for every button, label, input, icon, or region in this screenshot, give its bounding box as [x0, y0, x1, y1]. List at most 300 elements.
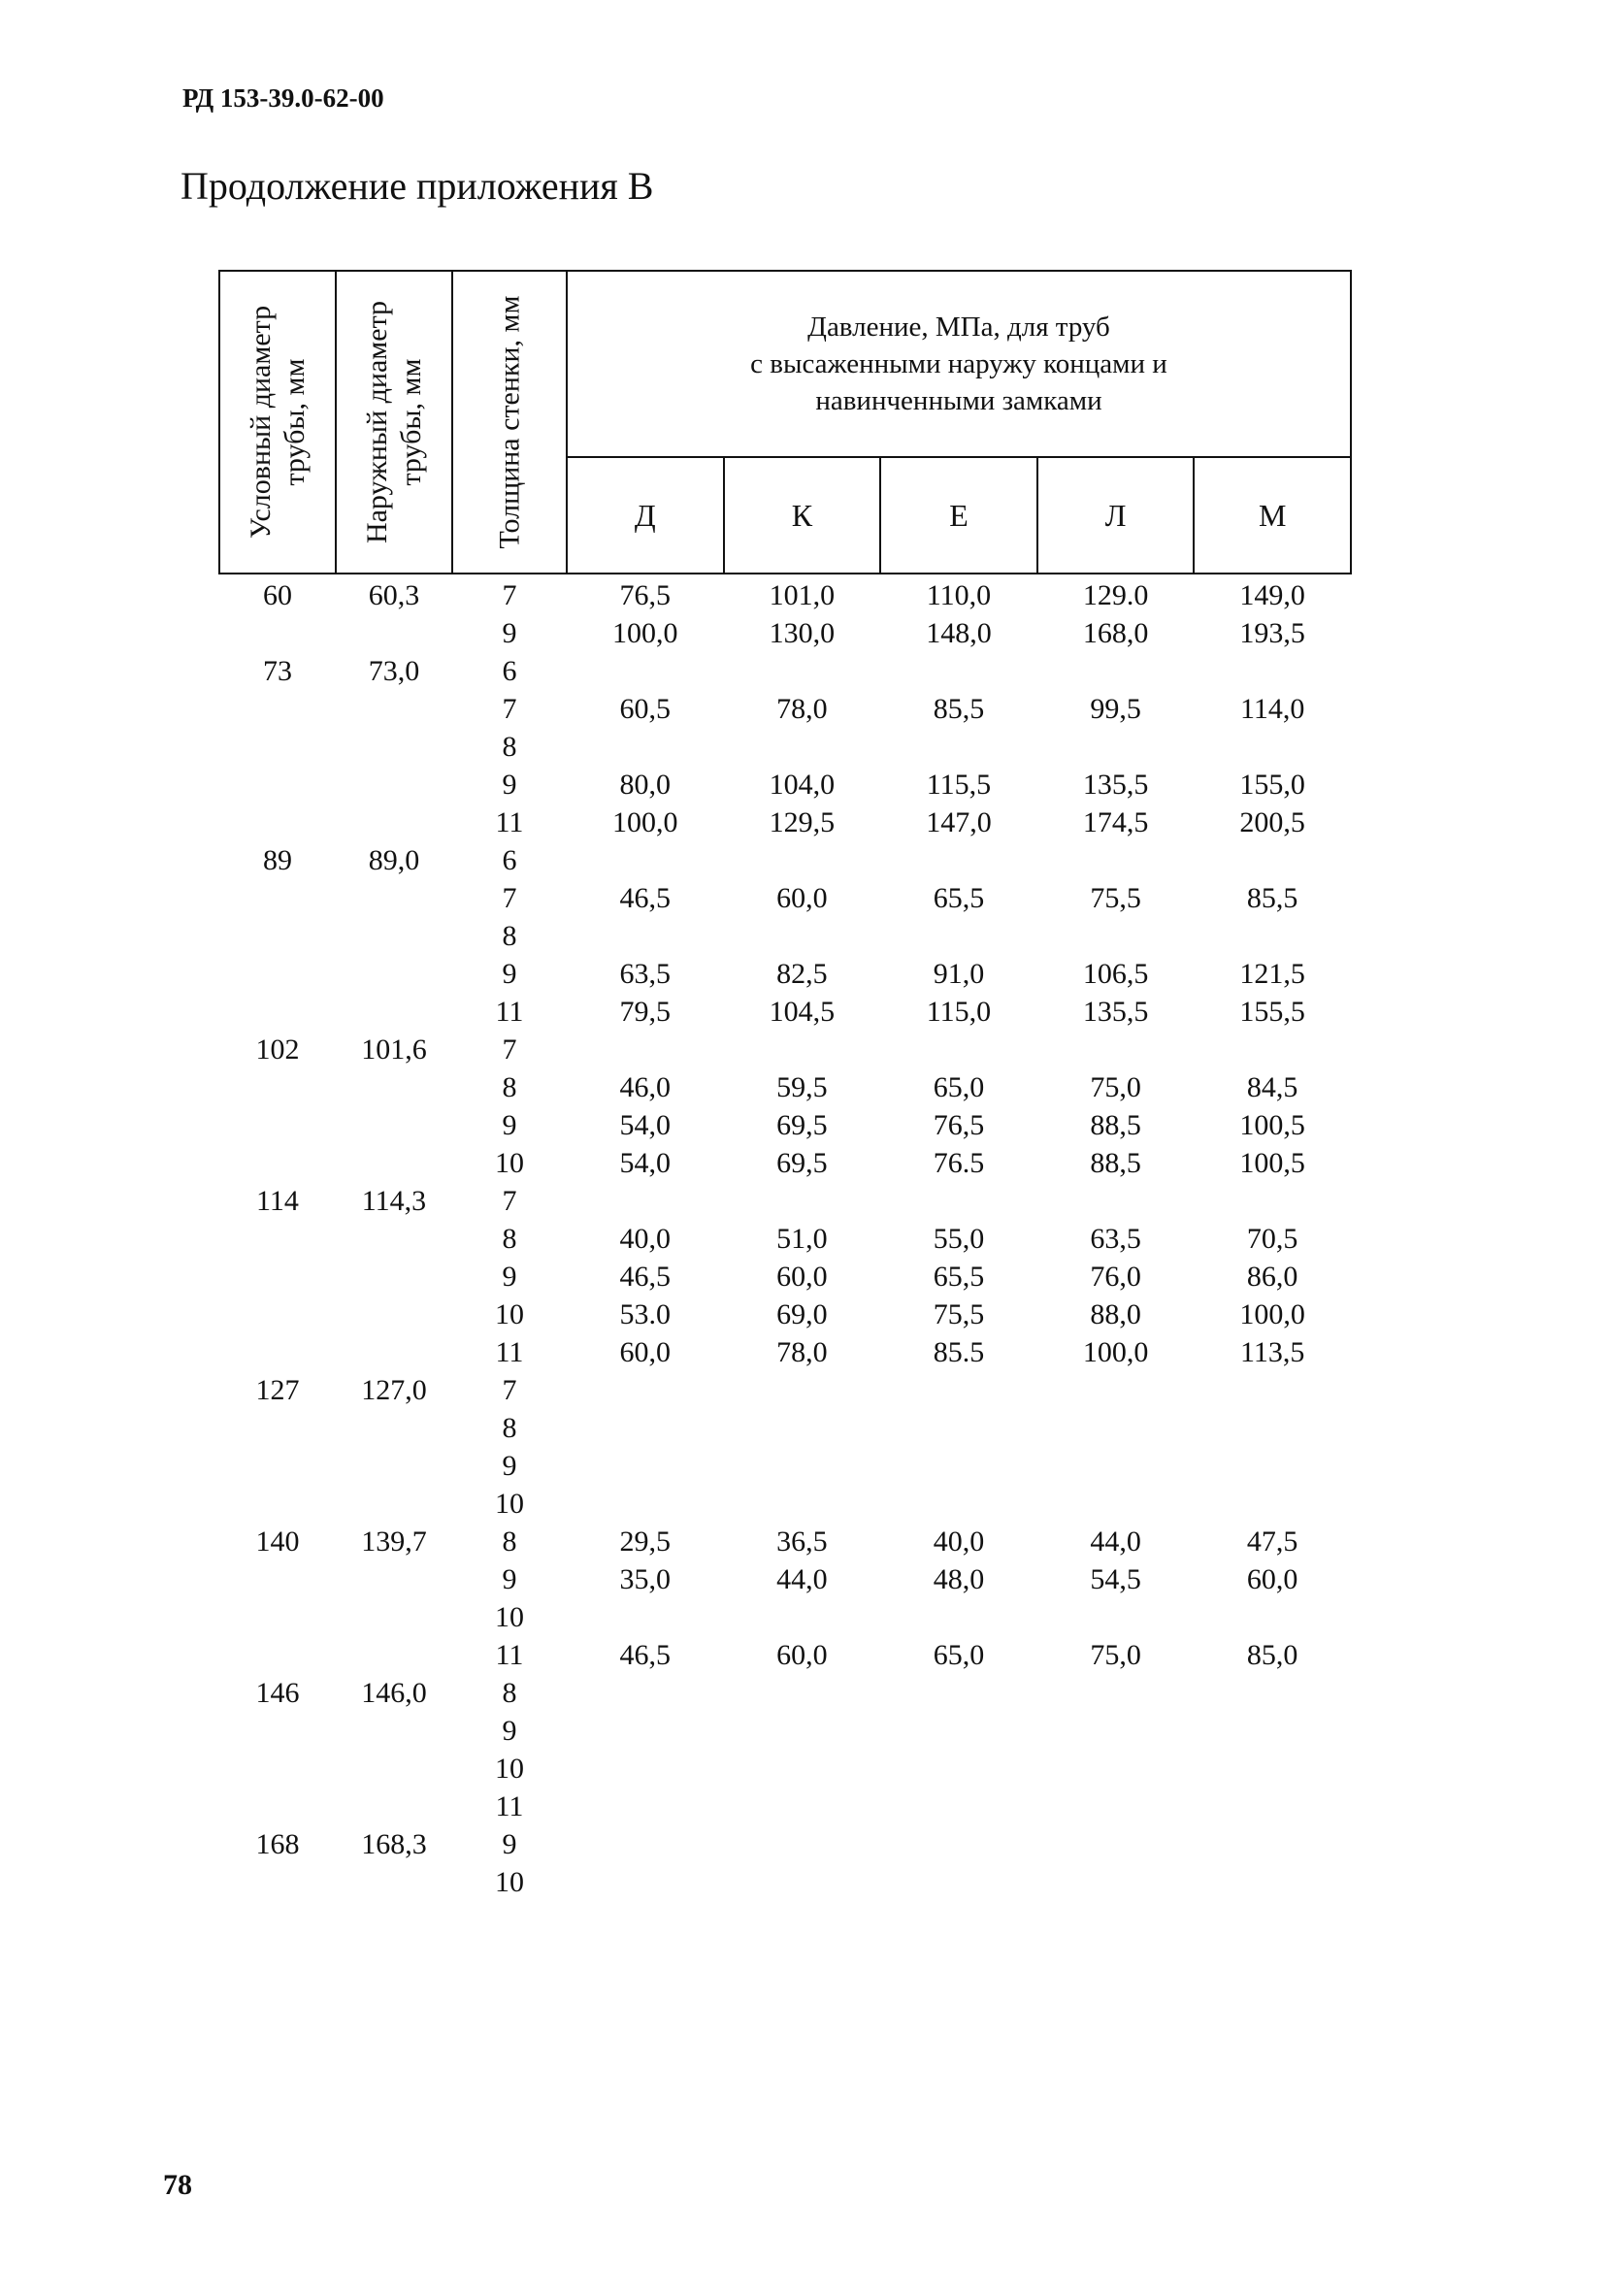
pressure-value-cell: [1194, 917, 1351, 955]
outer-diameter-cell: [336, 1863, 452, 1901]
pressure-value-cell: 47,5: [1246, 1525, 1298, 1558]
header-grade-l: Л: [1037, 457, 1195, 574]
table-row: [219, 1371, 1351, 1409]
nominal-diameter-cell: 168: [255, 1828, 300, 1860]
table-header: [219, 271, 1351, 574]
nominal-diameter-cell: [219, 1560, 336, 1598]
header-pressure-line-2: с высаженными наружу концами и: [750, 348, 1167, 379]
table-row: [219, 1788, 1351, 1825]
table-row: [219, 1598, 1351, 1636]
nominal-diameter-cell: [219, 1712, 336, 1750]
table-row: [219, 1674, 1351, 1712]
pressure-value-cell: 63,5: [619, 958, 672, 990]
wall-thickness-cell: 6: [502, 844, 517, 876]
pressure-value-cell: [1194, 1674, 1351, 1712]
pressure-value-cell: 60,0: [776, 882, 828, 914]
nominal-diameter-cell: [219, 766, 336, 804]
outer-diameter-cell: [336, 1409, 452, 1447]
wall-thickness-cell: 6: [502, 655, 517, 687]
pressure-value-cell: [567, 1825, 724, 1863]
pressure-value-cell: 135,5: [1082, 996, 1149, 1028]
pressure-value-cell: [880, 1863, 1037, 1901]
pressure-value-cell: [567, 728, 724, 766]
wall-thickness-cell: 8: [502, 1071, 517, 1103]
outer-diameter-cell: [336, 1788, 452, 1825]
pressure-value-cell: 44,0: [776, 1563, 828, 1595]
pressure-table: [218, 270, 1352, 1901]
wall-thickness-cell: 11: [495, 996, 524, 1028]
outer-diameter-cell: [336, 1333, 452, 1371]
header-wall-thickness: [452, 271, 567, 574]
pressure-value-cell: [1037, 1863, 1195, 1901]
pressure-value-cell: 85,5: [1246, 882, 1298, 914]
nominal-diameter-cell: [219, 1333, 336, 1371]
pressure-value-cell: [1194, 1863, 1351, 1901]
outer-diameter-cell: [336, 993, 452, 1031]
pressure-value-cell: 110,0: [926, 579, 992, 611]
header-nominal-diameter-label: Условный диаметр трубы, мм: [245, 305, 311, 540]
nominal-diameter-cell: [219, 917, 336, 955]
pressure-value-cell: 76,5: [933, 1109, 985, 1141]
pressure-value-cell: [1037, 1371, 1195, 1409]
pressure-value-cell: [1194, 1712, 1351, 1750]
outer-diameter-cell: [336, 690, 452, 728]
pressure-value-cell: 76.5: [933, 1147, 985, 1179]
pressure-value-cell: [1194, 1750, 1351, 1788]
wall-thickness-cell: 9: [502, 1715, 517, 1747]
wall-thickness-cell: 8: [502, 1525, 517, 1558]
pressure-value-cell: 46,5: [619, 1639, 672, 1671]
table-row: [219, 1106, 1351, 1144]
pressure-value-cell: [724, 1674, 881, 1712]
outer-diameter-cell: [336, 766, 452, 804]
pressure-value-cell: 60,5: [619, 693, 672, 725]
pressure-value-cell: 115,0: [926, 996, 992, 1028]
pressure-value-cell: [724, 1712, 881, 1750]
pressure-value-cell: 113,5: [1239, 1336, 1305, 1368]
wall-thickness-cell: 11: [495, 1639, 524, 1671]
pressure-value-cell: 147,0: [926, 806, 992, 838]
table-row: [219, 1333, 1351, 1371]
pressure-value-cell: 114,0: [1239, 693, 1305, 725]
pressure-value-cell: 115,5: [926, 769, 992, 801]
pressure-value-cell: 44,0: [1090, 1525, 1141, 1558]
outer-diameter-cell: 73,0: [368, 655, 420, 687]
pressure-value-cell: [567, 1371, 724, 1409]
pressure-value-cell: [724, 1031, 881, 1068]
pressure-value-cell: [567, 652, 724, 690]
pressure-value-cell: [1037, 1598, 1195, 1636]
outer-diameter-cell: [336, 1447, 452, 1485]
wall-thickness-cell: 7: [502, 1185, 517, 1217]
nominal-diameter-cell: [219, 1144, 336, 1182]
pressure-value-cell: 88,0: [1090, 1298, 1141, 1330]
pressure-value-cell: 99,5: [1090, 693, 1141, 725]
pressure-value-cell: 155,0: [1239, 769, 1305, 801]
wall-thickness-cell: 7: [502, 882, 517, 914]
nominal-diameter-cell: [219, 728, 336, 766]
pressure-value-cell: 60,0: [776, 1639, 828, 1671]
nominal-diameter-cell: [219, 1409, 336, 1447]
pressure-value-cell: [724, 1182, 881, 1220]
pressure-value-cell: 75,5: [1090, 882, 1141, 914]
pressure-value-cell: 60,0: [1246, 1563, 1298, 1595]
pressure-value-cell: 101,0: [769, 579, 836, 611]
pressure-value-cell: 130,0: [769, 617, 836, 649]
table-row: [219, 690, 1351, 728]
pressure-value-cell: [880, 917, 1037, 955]
pressure-value-cell: [567, 841, 724, 879]
pressure-value-cell: 29,5: [619, 1525, 672, 1558]
pressure-value-cell: [1037, 1182, 1195, 1220]
pressure-value-cell: 129,5: [769, 806, 836, 838]
pressure-value-cell: [1194, 1182, 1351, 1220]
pressure-value-cell: 135,5: [1082, 769, 1149, 801]
pressure-value-cell: 100,5: [1239, 1147, 1305, 1179]
nominal-diameter-cell: 127: [255, 1374, 300, 1406]
pressure-value-cell: 88,5: [1090, 1147, 1141, 1179]
wall-thickness-cell: 7: [502, 579, 517, 611]
table-row: [219, 1068, 1351, 1106]
outer-diameter-cell: [336, 1106, 452, 1144]
nominal-diameter-cell: [219, 1447, 336, 1485]
pressure-value-cell: 54,0: [619, 1109, 672, 1141]
pressure-value-cell: [1037, 652, 1195, 690]
pressure-value-cell: 46,0: [619, 1071, 672, 1103]
pressure-value-cell: 76,0: [1090, 1261, 1141, 1293]
pressure-value-cell: 85,5: [933, 693, 985, 725]
table-row: [219, 1825, 1351, 1863]
table-row: [219, 766, 1351, 804]
pressure-value-cell: [567, 1863, 724, 1901]
wall-thickness-cell: 11: [495, 806, 524, 838]
wall-thickness-cell: 9: [502, 617, 517, 649]
pressure-value-cell: [880, 1182, 1037, 1220]
pressure-value-cell: 46,5: [619, 1261, 672, 1293]
header-grade-m: М: [1194, 457, 1351, 574]
wall-thickness-cell: 10: [495, 1488, 524, 1520]
pressure-value-cell: 106,5: [1082, 958, 1149, 990]
nominal-diameter-cell: [219, 1788, 336, 1825]
pressure-value-cell: [1037, 917, 1195, 955]
table-row: [219, 1031, 1351, 1068]
pressure-value-cell: [724, 1598, 881, 1636]
pressure-value-cell: [1037, 1409, 1195, 1447]
nominal-diameter-cell: [219, 1485, 336, 1523]
pressure-value-cell: [567, 1485, 724, 1523]
outer-diameter-cell: [336, 1598, 452, 1636]
wall-thickness-cell: 8: [502, 920, 517, 952]
table-row: [219, 1258, 1351, 1296]
nominal-diameter-cell: [219, 1220, 336, 1258]
pressure-value-cell: [567, 1447, 724, 1485]
pressure-value-cell: [1194, 841, 1351, 879]
pressure-value-cell: [880, 1598, 1037, 1636]
pressure-value-cell: 193,5: [1239, 617, 1305, 649]
table-row: [219, 1220, 1351, 1258]
wall-thickness-cell: 11: [495, 1336, 524, 1368]
pressure-value-cell: 86,0: [1246, 1261, 1298, 1293]
pressure-value-cell: [724, 652, 881, 690]
pressure-value-cell: [880, 841, 1037, 879]
table-row: [219, 917, 1351, 955]
pressure-value-cell: [880, 1447, 1037, 1485]
outer-diameter-cell: [336, 1220, 452, 1258]
pressure-value-cell: 155,5: [1239, 996, 1305, 1028]
outer-diameter-cell: 60,3: [368, 579, 420, 611]
nominal-diameter-cell: [219, 993, 336, 1031]
pressure-value-cell: 51,0: [776, 1223, 828, 1255]
table-row: [219, 614, 1351, 652]
pressure-value-cell: [880, 1485, 1037, 1523]
pressure-value-cell: 78,0: [776, 1336, 828, 1368]
pressure-value-cell: 36,5: [776, 1525, 828, 1558]
pressure-value-cell: [567, 1598, 724, 1636]
pressure-value-cell: 59,5: [776, 1071, 828, 1103]
pressure-value-cell: 148,0: [926, 617, 992, 649]
nominal-diameter-cell: 140: [255, 1525, 300, 1558]
pressure-value-cell: [1194, 1409, 1351, 1447]
pressure-value-cell: [1037, 1031, 1195, 1068]
pressure-value-cell: [1194, 1788, 1351, 1825]
table-row: [219, 652, 1351, 690]
pressure-value-cell: 149,0: [1239, 579, 1305, 611]
table-row: [219, 1485, 1351, 1523]
outer-diameter-cell: [336, 1560, 452, 1598]
wall-thickness-cell: 10: [495, 1601, 524, 1633]
pressure-value-cell: 84,5: [1246, 1071, 1298, 1103]
pressure-value-cell: 100,0: [1239, 1298, 1305, 1330]
pressure-value-cell: 65,0: [933, 1639, 985, 1671]
pressure-value-cell: 100,0: [612, 806, 678, 838]
pressure-value-cell: 54,0: [619, 1147, 672, 1179]
nominal-diameter-cell: 102: [255, 1033, 300, 1066]
nominal-diameter-cell: [219, 1258, 336, 1296]
table-row: [219, 728, 1351, 766]
pressure-value-cell: 75,0: [1090, 1071, 1141, 1103]
header-outer-diameter-label: Наружный диаметр трубы, мм: [361, 300, 427, 544]
pressure-value-cell: 69,0: [776, 1298, 828, 1330]
wall-thickness-cell: 7: [502, 693, 517, 725]
nominal-diameter-cell: 73: [263, 655, 292, 687]
table-row: [219, 1712, 1351, 1750]
wall-thickness-cell: 8: [502, 1412, 517, 1444]
table-row: [219, 1296, 1351, 1333]
outer-diameter-cell: [336, 614, 452, 652]
pressure-value-cell: [1194, 1031, 1351, 1068]
pressure-value-cell: 54,5: [1090, 1563, 1141, 1595]
header-pressure-line-3: навинченными замками: [815, 385, 1102, 416]
pressure-value-cell: [1194, 1825, 1351, 1863]
nominal-diameter-cell: 60: [263, 579, 292, 611]
pressure-value-cell: [724, 1825, 881, 1863]
pressure-value-cell: [1037, 1750, 1195, 1788]
table-row: [219, 574, 1351, 614]
pressure-value-cell: 200,5: [1239, 806, 1305, 838]
pressure-value-cell: 40,0: [933, 1525, 985, 1558]
nominal-diameter-cell: [219, 1750, 336, 1788]
pressure-value-cell: [1037, 1788, 1195, 1825]
pressure-value-cell: [880, 1674, 1037, 1712]
pressure-value-cell: [724, 1371, 881, 1409]
outer-diameter-cell: [336, 1144, 452, 1182]
table-row: [219, 993, 1351, 1031]
pressure-value-cell: 82,5: [776, 958, 828, 990]
pressure-value-cell: 53.0: [619, 1298, 672, 1330]
pressure-value-cell: [1037, 1447, 1195, 1485]
nominal-diameter-cell: [219, 879, 336, 917]
pressure-value-cell: [1194, 652, 1351, 690]
outer-diameter-cell: [336, 879, 452, 917]
wall-thickness-cell: 10: [495, 1147, 524, 1179]
wall-thickness-cell: 7: [502, 1033, 517, 1066]
outer-diameter-cell: [336, 1296, 452, 1333]
page-number: 78: [163, 2169, 192, 2201]
pressure-value-cell: 91,0: [933, 958, 985, 990]
pressure-value-cell: [1037, 1825, 1195, 1863]
wall-thickness-cell: 9: [502, 1828, 517, 1860]
header-outer-diameter: [336, 271, 452, 574]
wall-thickness-cell: 9: [502, 1109, 517, 1141]
header-pressure-group: [567, 271, 1351, 457]
nominal-diameter-cell: [219, 1106, 336, 1144]
pressure-value-cell: 104,5: [769, 996, 836, 1028]
header-wall-thickness-label: Толщина стенки, мм: [493, 295, 526, 549]
pressure-value-cell: [567, 1031, 724, 1068]
nominal-diameter-cell: [219, 955, 336, 993]
nominal-diameter-cell: [219, 1068, 336, 1106]
pressure-value-cell: 121,5: [1239, 958, 1305, 990]
pressure-value-cell: [880, 1750, 1037, 1788]
pressure-value-cell: [880, 1409, 1037, 1447]
pressure-value-cell: [1037, 841, 1195, 879]
pressure-value-cell: 46,5: [619, 882, 672, 914]
pressure-value-cell: 35,0: [619, 1563, 672, 1595]
pressure-value-cell: 40,0: [619, 1223, 672, 1255]
outer-diameter-cell: [336, 1485, 452, 1523]
pressure-value-cell: [1037, 728, 1195, 766]
pressure-value-cell: [880, 652, 1037, 690]
pressure-value-cell: 79,5: [619, 996, 672, 1028]
pressure-value-cell: [1194, 1371, 1351, 1409]
table-body: [219, 574, 1351, 1901]
pressure-value-cell: 70,5: [1246, 1223, 1298, 1255]
wall-thickness-cell: 8: [502, 1223, 517, 1255]
pressure-value-cell: [880, 1712, 1037, 1750]
pressure-value-cell: 60,0: [776, 1261, 828, 1293]
table-row: [219, 955, 1351, 993]
table-row: [219, 1182, 1351, 1220]
pressure-value-cell: [880, 1371, 1037, 1409]
outer-diameter-cell: [336, 1068, 452, 1106]
nominal-diameter-cell: [219, 1598, 336, 1636]
outer-diameter-cell: 89,0: [368, 844, 420, 876]
nominal-diameter-cell: 146: [255, 1677, 300, 1709]
outer-diameter-cell: [336, 955, 452, 993]
outer-diameter-cell: 168,3: [361, 1828, 427, 1860]
nominal-diameter-cell: 89: [263, 844, 292, 876]
pressure-value-cell: [724, 1485, 881, 1523]
pressure-value-cell: 129.0: [1082, 579, 1149, 611]
table-row: [219, 1409, 1351, 1447]
wall-thickness-cell: 9: [502, 1261, 517, 1293]
pressure-value-cell: 75,5: [933, 1298, 985, 1330]
pressure-value-cell: 100,0: [1082, 1336, 1149, 1368]
pressure-value-cell: 65,5: [933, 1261, 985, 1293]
pressure-value-cell: [724, 1409, 881, 1447]
pressure-value-cell: [1037, 1485, 1195, 1523]
page-title: Продолжение приложения В: [181, 164, 654, 208]
pressure-value-cell: [567, 1788, 724, 1825]
wall-thickness-cell: 9: [502, 1563, 517, 1595]
pressure-value-cell: 76,5: [619, 579, 672, 611]
pressure-value-cell: [724, 1788, 881, 1825]
pressure-value-cell: [724, 1863, 881, 1901]
wall-thickness-cell: 8: [502, 731, 517, 763]
pressure-value-cell: [880, 1031, 1037, 1068]
pressure-value-cell: [880, 728, 1037, 766]
header-nominal-diameter: [219, 271, 336, 574]
pressure-value-cell: [724, 841, 881, 879]
outer-diameter-cell: [336, 1712, 452, 1750]
pressure-value-cell: 85,0: [1246, 1639, 1298, 1671]
header-pressure-line-1: Давление, МПа, для труб: [807, 312, 1110, 343]
table-row: [219, 1636, 1351, 1674]
table-row: [219, 1863, 1351, 1901]
table-row: [219, 1447, 1351, 1485]
wall-thickness-cell: 8: [502, 1677, 517, 1709]
table-row: [219, 1560, 1351, 1598]
outer-diameter-cell: 146,0: [361, 1677, 427, 1709]
pressure-value-cell: 88,5: [1090, 1109, 1141, 1141]
nominal-diameter-cell: [219, 690, 336, 728]
pressure-value-cell: [724, 1750, 881, 1788]
outer-diameter-cell: [336, 1750, 452, 1788]
wall-thickness-cell: 9: [502, 958, 517, 990]
outer-diameter-cell: [336, 1636, 452, 1674]
pressure-value-cell: 60,0: [619, 1336, 672, 1368]
pressure-value-cell: 78,0: [776, 693, 828, 725]
table-row: [219, 1750, 1351, 1788]
pressure-value-cell: [880, 1788, 1037, 1825]
nominal-diameter-cell: [219, 804, 336, 841]
outer-diameter-cell: 127,0: [361, 1374, 427, 1406]
pressure-value-cell: [880, 1825, 1037, 1863]
table-row: [219, 879, 1351, 917]
wall-thickness-cell: 11: [495, 1790, 524, 1822]
pressure-value-cell: 65,0: [933, 1071, 985, 1103]
pressure-value-cell: 174,5: [1082, 806, 1149, 838]
pressure-value-cell: 104,0: [769, 769, 836, 801]
wall-thickness-cell: 9: [502, 769, 517, 801]
outer-diameter-cell: 114,3: [361, 1185, 427, 1217]
pressure-value-cell: [567, 1750, 724, 1788]
outer-diameter-cell: [336, 728, 452, 766]
pressure-value-cell: [724, 917, 881, 955]
pressure-value-cell: [567, 917, 724, 955]
pressure-value-cell: [567, 1712, 724, 1750]
nominal-diameter-cell: 114: [256, 1185, 299, 1217]
pressure-value-cell: 100,0: [612, 617, 678, 649]
pressure-value-cell: 75,0: [1090, 1639, 1141, 1671]
pressure-value-cell: [1194, 1598, 1351, 1636]
nominal-diameter-cell: [219, 614, 336, 652]
outer-diameter-cell: [336, 804, 452, 841]
pressure-value-cell: [567, 1409, 724, 1447]
nominal-diameter-cell: [219, 1296, 336, 1333]
outer-diameter-cell: 101,6: [361, 1033, 427, 1066]
pressure-value-cell: 168,0: [1082, 617, 1149, 649]
